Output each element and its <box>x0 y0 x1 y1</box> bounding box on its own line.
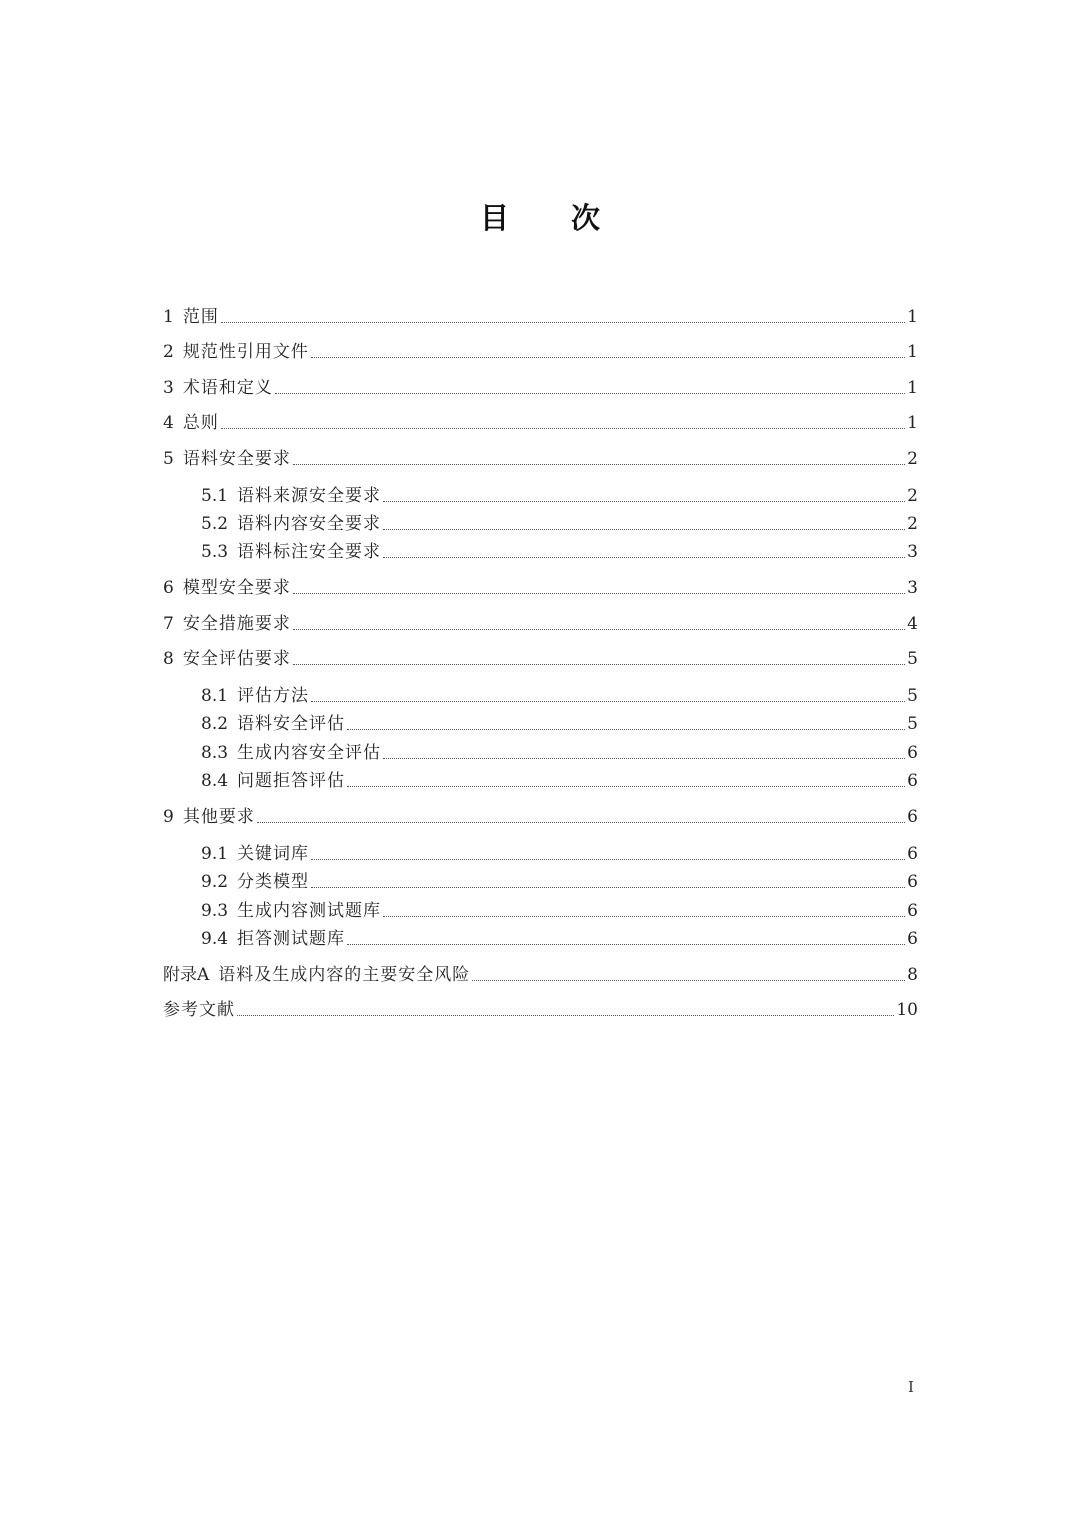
toc-entry-page: 2 <box>907 448 918 469</box>
dot-leader <box>275 392 905 394</box>
toc-entry-label <box>163 648 291 670</box>
dot-leader <box>383 500 905 502</box>
toc-entry-number: 6 <box>163 578 174 599</box>
toc-entry[interactable] <box>163 434 918 470</box>
toc-entry-number: 9.4 <box>201 928 229 949</box>
toc-entry-text: 模型安全要求 <box>182 578 291 599</box>
toc-entry-text: 范围 <box>182 306 219 327</box>
toc-entry-page: 5 <box>907 714 918 735</box>
dot-leader <box>383 757 905 759</box>
toc-entry-number: 8.4 <box>201 770 229 791</box>
toc-entry-number: 5 <box>163 448 174 469</box>
toc-entry[interactable] <box>163 399 918 435</box>
toc-entry-label <box>201 742 381 764</box>
toc-entry-page: 6 <box>907 900 918 921</box>
toc-entry-page: 6 <box>907 872 918 893</box>
toc-entry-text: 语料内容安全要求 <box>237 513 382 534</box>
dot-leader <box>347 785 905 787</box>
toc-entry-page: 3 <box>907 542 918 563</box>
toc-entry[interactable] <box>163 563 918 599</box>
dot-leader <box>257 821 905 823</box>
toc-entry-page: 6 <box>907 928 918 949</box>
dot-leader <box>293 628 905 630</box>
toc-entry-text: 关键词库 <box>237 843 310 864</box>
dot-leader <box>311 356 905 358</box>
toc-entry-text: 生成内容安全评估 <box>237 742 382 763</box>
dot-leader <box>383 528 905 530</box>
toc-entry[interactable] <box>163 893 918 921</box>
toc-entry-number: 8.3 <box>201 742 229 763</box>
dot-leader <box>237 1014 894 1016</box>
toc-entry-number: 8.1 <box>201 686 229 707</box>
dot-leader <box>221 427 905 429</box>
toc-entry-label <box>201 770 345 792</box>
toc-entry-number: 9.1 <box>201 843 229 864</box>
toc-entry[interactable] <box>163 328 918 364</box>
toc-entry-text: 术语和定义 <box>182 377 273 398</box>
toc-entry-number: 附录A <box>163 964 210 985</box>
toc-entry-page: 6 <box>907 742 918 763</box>
toc-entry-label <box>163 613 291 635</box>
toc-entry-number: 5.1 <box>201 485 229 506</box>
toc-entry-number: 9.3 <box>201 900 229 921</box>
toc-entry-label <box>163 341 309 363</box>
toc-entry-page: 1 <box>907 306 918 327</box>
toc-entry-page: 10 <box>896 1000 918 1021</box>
dot-leader <box>293 463 905 465</box>
toc-entry-label <box>163 448 291 470</box>
toc-entry-text: 生成内容测试题库 <box>237 900 382 921</box>
toc-entry[interactable] <box>163 950 918 986</box>
toc-entry-page: 5 <box>907 649 918 670</box>
toc-entry-label <box>163 377 273 399</box>
toc-entry[interactable] <box>163 707 918 735</box>
toc-entry-label <box>201 513 381 535</box>
toc-entry[interactable] <box>163 292 918 328</box>
toc-entry-page: 2 <box>907 513 918 534</box>
toc-entry-text: 语料安全评估 <box>237 714 346 735</box>
toc-entry-label <box>201 843 309 865</box>
toc-entry-text: 规范性引用文件 <box>182 342 309 362</box>
dot-leader <box>311 858 905 860</box>
toc-entry-text: 分类模型 <box>237 872 310 893</box>
footer-page-number: I <box>908 1378 914 1396</box>
toc-entry[interactable] <box>163 535 918 563</box>
dot-leader <box>293 663 905 665</box>
dot-leader <box>347 943 905 945</box>
toc-entry[interactable] <box>163 470 918 507</box>
toc-entry-page: 1 <box>907 342 918 362</box>
toc-entry-page: 2 <box>907 485 918 506</box>
toc-entry-text: 语料来源安全要求 <box>237 485 382 506</box>
toc-entry-label <box>201 871 309 893</box>
toc-entry-text: 问题拒答评估 <box>237 770 346 791</box>
toc-entry[interactable] <box>163 735 918 763</box>
toc-entry-number: 4 <box>163 413 174 433</box>
toc-entry-label <box>163 999 235 1021</box>
toc-entry[interactable] <box>163 670 918 707</box>
toc-entry-number: 7 <box>163 613 174 634</box>
dot-leader <box>311 700 905 702</box>
toc-entry-text: 语料安全要求 <box>182 448 291 469</box>
toc-entry-page: 4 <box>907 613 918 634</box>
toc-entry-label <box>201 928 345 950</box>
toc-entry-number: 8 <box>163 649 174 670</box>
dot-leader <box>347 728 905 730</box>
dot-leader <box>221 321 905 323</box>
toc-entry-text: 其他要求 <box>182 806 255 827</box>
toc-entry-text: 参考文献 <box>163 1000 235 1021</box>
toc-entry-label <box>201 685 309 707</box>
toc-entry-label <box>201 485 381 507</box>
toc-entry-text: 安全评估要求 <box>182 649 291 670</box>
toc-entry[interactable] <box>163 599 918 635</box>
toc-entry-page: 6 <box>907 843 918 864</box>
dot-leader <box>311 886 905 888</box>
toc-entry-label <box>163 577 291 599</box>
toc-entry[interactable] <box>163 922 918 950</box>
toc-entry[interactable] <box>163 828 918 865</box>
toc-entry-number: 1 <box>163 306 174 327</box>
toc-entry-text: 评估方法 <box>237 686 310 707</box>
dot-leader <box>472 979 905 981</box>
toc-entry-label <box>201 713 345 735</box>
toc-entry-text: 语料及生成内容的主要安全风险 <box>218 964 471 985</box>
dot-leader <box>383 915 905 917</box>
dot-leader <box>383 556 905 558</box>
toc-entry[interactable] <box>163 865 918 893</box>
toc-entry-page: 6 <box>907 806 918 827</box>
toc-entry[interactable] <box>163 764 918 792</box>
toc-entry-text: 安全措施要求 <box>182 613 291 634</box>
toc-entry-label <box>201 900 381 922</box>
toc-entry-number: 9.2 <box>201 872 229 893</box>
toc-entry[interactable] <box>163 792 918 828</box>
toc-entry-number: 9 <box>163 806 174 827</box>
toc-entry-label <box>163 806 255 828</box>
toc-entry-label <box>163 964 470 986</box>
toc-entry[interactable] <box>163 635 918 671</box>
toc-entry-number: 5.3 <box>201 542 229 563</box>
toc-entry-page: 1 <box>907 413 918 433</box>
dot-leader <box>293 592 905 594</box>
toc-entry-text: 语料标注安全要求 <box>237 542 382 563</box>
toc-entry[interactable] <box>163 986 918 1022</box>
toc-entry[interactable] <box>163 507 918 535</box>
table-of-contents <box>163 292 918 1021</box>
toc-entry-page: 3 <box>907 578 918 599</box>
toc-entry[interactable] <box>163 363 918 399</box>
toc-entry-label <box>163 412 219 434</box>
toc-entry-page: 5 <box>907 686 918 707</box>
toc-entry-page: 1 <box>907 377 918 398</box>
toc-entry-number: 8.2 <box>201 714 229 735</box>
toc-entry-page: 6 <box>907 770 918 791</box>
toc-entry-label <box>163 306 219 328</box>
toc-entry-page: 8 <box>907 964 918 985</box>
toc-entry-label <box>201 541 381 563</box>
toc-entry-text: 总则 <box>182 413 219 433</box>
toc-entry-number: 2 <box>163 342 174 362</box>
toc-entry-text: 拒答测试题库 <box>237 928 346 949</box>
toc-entry-number: 3 <box>163 377 174 398</box>
toc-entry-number: 5.2 <box>201 513 229 534</box>
page-title: 目 次 <box>479 201 627 235</box>
